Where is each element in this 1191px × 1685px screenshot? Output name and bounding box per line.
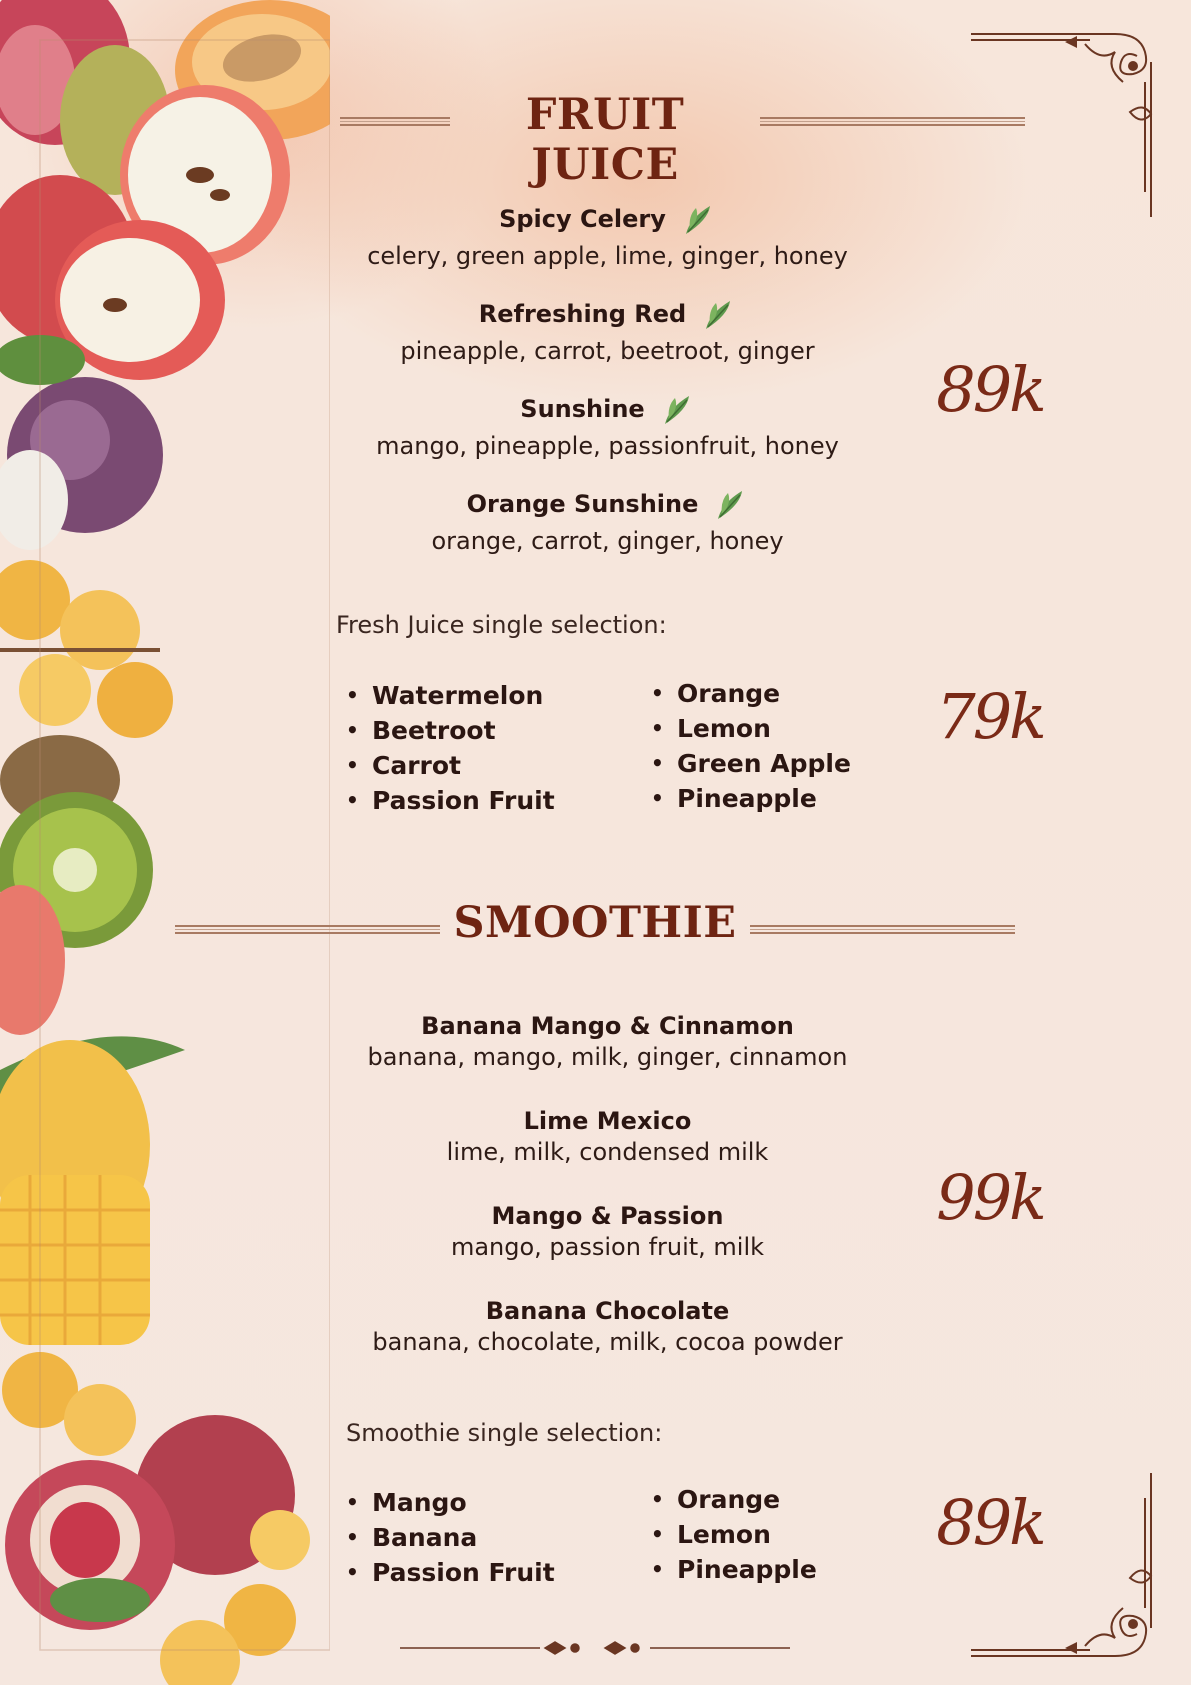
price-tag-smoothie-single xyxy=(930,1468,1050,1578)
item-ingredients: mango, pineapple, passionfruit, honey xyxy=(376,431,839,460)
heading-rule-right xyxy=(760,115,1025,129)
list-item: • Green Apple xyxy=(645,746,851,781)
item-ingredients: pineapple, carrot, beetroot, ginger xyxy=(400,336,815,365)
list-item: • Lemon xyxy=(645,1517,817,1552)
menu-item xyxy=(330,394,885,462)
list-item: • Orange xyxy=(645,1482,817,1517)
single-selection-list-left xyxy=(340,678,555,818)
menu-item xyxy=(330,489,885,557)
list-item: • Watermelon xyxy=(340,678,555,713)
herb-leaf-icon xyxy=(680,202,716,236)
herb-leaf-icon xyxy=(700,297,736,331)
single-selection-list-left xyxy=(340,1485,555,1590)
price-label: 99k xyxy=(936,1161,1044,1234)
single-selection-label: Fresh Juice single selection: xyxy=(336,611,667,639)
item-ingredients: orange, carrot, ginger, honey xyxy=(431,526,784,555)
price-label: 89k xyxy=(936,1486,1044,1559)
list-item: • Pineapple xyxy=(645,781,851,816)
list-item: • Mango xyxy=(340,1485,555,1520)
menu-item xyxy=(330,299,885,367)
list-item: • Beetroot xyxy=(340,713,555,748)
price-tag-smoothie-signature xyxy=(930,1143,1050,1253)
item-name: Banana Chocolate xyxy=(485,1297,730,1325)
item-ingredients: lime, milk, condensed milk xyxy=(446,1138,769,1166)
item-ingredients: mango, passion fruit, milk xyxy=(450,1233,765,1261)
item-name: Refreshing Red xyxy=(478,300,687,328)
single-selection-label: Smoothie single selection: xyxy=(346,1419,663,1447)
item-name: Banana Mango & Cinnamon xyxy=(421,1012,794,1040)
list-item: • Orange xyxy=(645,676,851,711)
list-item: • Banana xyxy=(340,1520,555,1555)
section-title-smoothie: SMOOTHIE xyxy=(453,898,737,948)
price-label: 79k xyxy=(936,680,1044,753)
list-item: • Pineapple xyxy=(645,1552,817,1587)
herb-leaf-icon xyxy=(712,487,748,521)
price-tag-juice-signature xyxy=(930,335,1050,445)
item-name: Lime Mexico xyxy=(523,1107,692,1135)
list-item: • Carrot xyxy=(340,748,555,783)
item-name: Mango & Passion xyxy=(491,1202,724,1230)
list-item: • Lemon xyxy=(645,711,851,746)
price-label: 89k xyxy=(936,353,1044,426)
menu-item xyxy=(330,1201,885,1263)
item-name: Spicy Celery xyxy=(499,205,666,233)
single-selection-list-right xyxy=(645,1482,817,1587)
price-tag-juice-single xyxy=(930,662,1050,772)
item-ingredients: banana, mango, milk, ginger, cinnamon xyxy=(367,1043,848,1071)
single-selection-list-right xyxy=(645,676,851,816)
heading-rule-left xyxy=(340,115,450,129)
heading-rule-right xyxy=(750,923,1015,937)
herb-leaf-icon xyxy=(659,392,695,426)
list-item: • Passion Fruit xyxy=(340,783,555,818)
menu-item xyxy=(330,204,885,272)
item-name: Orange Sunshine xyxy=(466,490,699,518)
item-ingredients: celery, green apple, lime, ginger, honey xyxy=(367,241,848,270)
heading-rule-left xyxy=(175,923,440,937)
item-ingredients: banana, chocolate, milk, cocoa powder xyxy=(372,1328,843,1356)
menu-item xyxy=(330,1106,885,1168)
section-title-fruit-juice: FRUIT JUICE xyxy=(525,90,685,190)
menu-item xyxy=(330,1011,885,1073)
list-item: • Passion Fruit xyxy=(340,1555,555,1590)
item-name: Sunshine xyxy=(520,395,645,423)
fruit-border-illustration xyxy=(0,0,330,1685)
menu-item xyxy=(330,1296,885,1358)
bottom-divider-ornament xyxy=(400,1636,790,1660)
